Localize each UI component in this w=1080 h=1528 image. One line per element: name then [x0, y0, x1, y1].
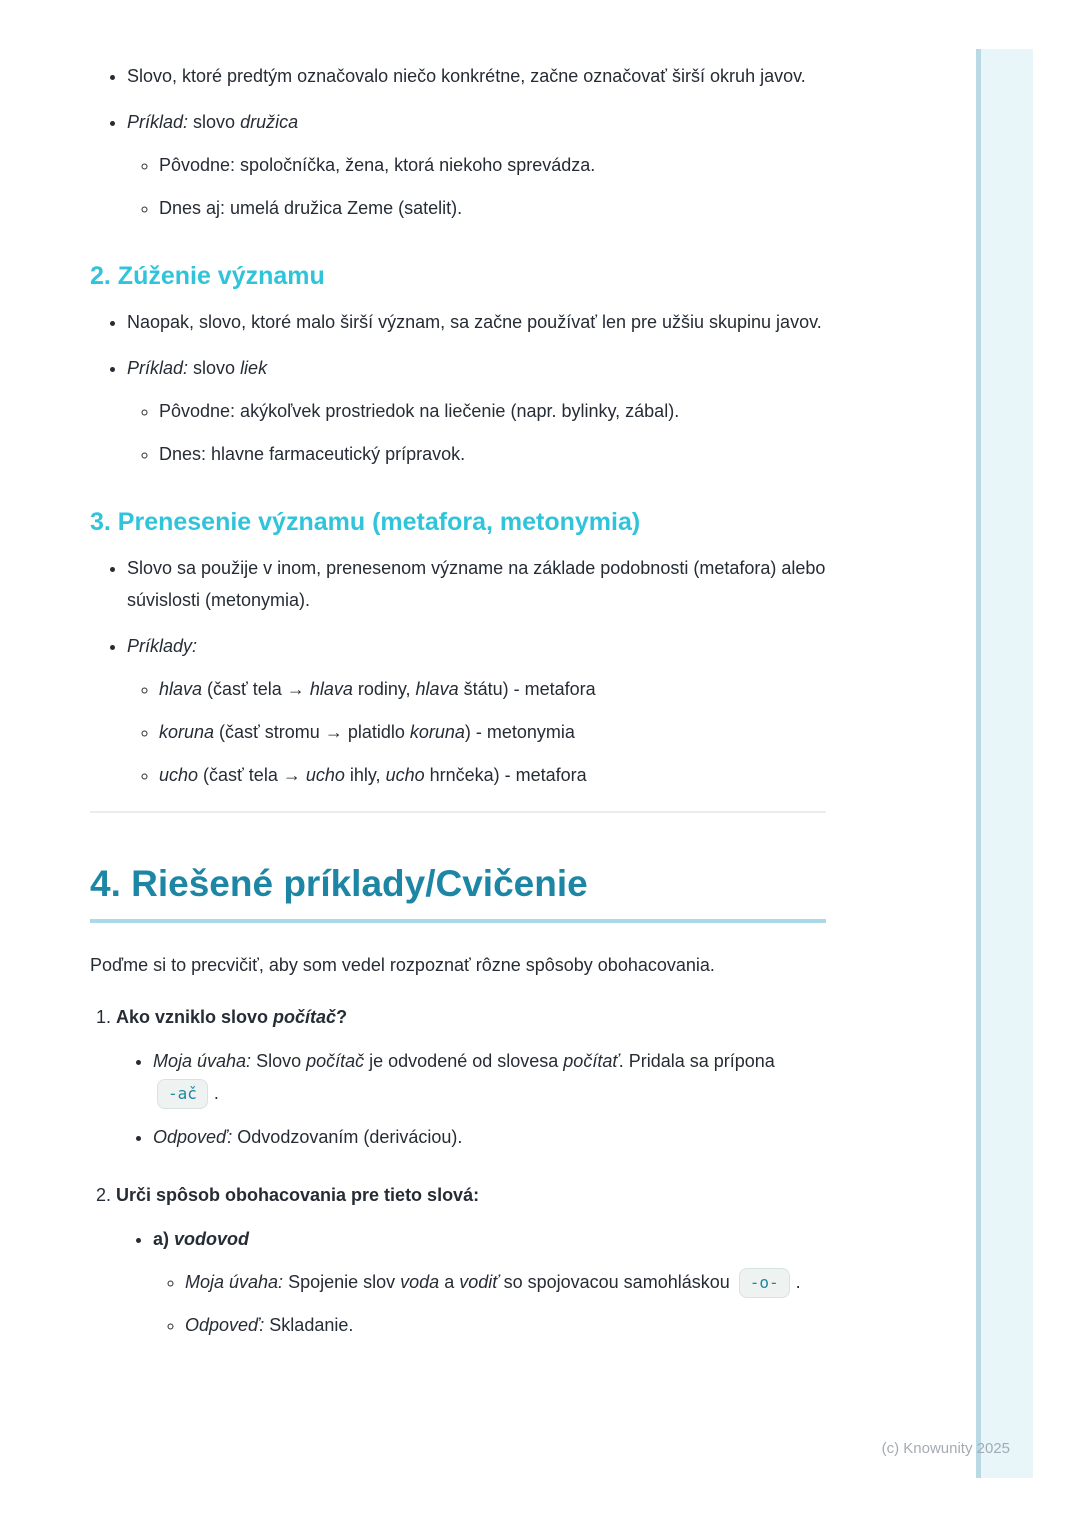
sub-bullet-item: ◦ koruna (časť stromu → platidlo koruna) - metonymia [159, 716, 826, 748]
section-heading-3: 3. Prenesenie významu (metafora, metonymia) [90, 508, 641, 536]
intro-bullet-list [90, 60, 826, 224]
answer-bullet-item: • Moja úvaha: Slovo počítač je odvodené od slovesa počítať. Pridala sa prípona -ač . [153, 1045, 826, 1109]
sub-bullet-item: ◦ Pôvodne: spoločníčka, žena, ktorá niekoho sprevádza. [159, 149, 826, 181]
sub-bullet-item: ◦ ucho (časť tela → ucho ihly, ucho hrnčeka) - metafora [159, 759, 826, 791]
bullet-text: • Príklad: slovo liek [127, 358, 268, 378]
exercise-answer-list [116, 1223, 826, 1341]
sub-answer-item: ◦ Moja úvaha: Spojenie slov voda a vodiť so spojovacou samohláskou -o- . [185, 1266, 826, 1298]
document-content [90, 46, 826, 1367]
bullet-item: • Slovo, ktoré predtým označovalo niečo konkrétne, začne označovať širší okruh javov. [127, 60, 826, 92]
exercise-list [90, 1001, 826, 1341]
section-heading-4: 4. Riešené príklady/Cvičenie [90, 861, 826, 923]
exercise-item-2 [116, 1179, 826, 1341]
sub-bullet-item: ◦ Pôvodne: akýkoľvek prostriedok na liečenie (napr. bylinky, zábal). [159, 395, 826, 427]
section-divider [90, 811, 826, 813]
answer-label: • a) vodovod [153, 1229, 250, 1249]
bullet-item [127, 352, 826, 470]
answer-sub-list [153, 1266, 826, 1341]
section-3-bullet-list [90, 552, 826, 791]
exercise-question: 2. Urči spôsob obohacovania pre tieto slová: [116, 1185, 480, 1205]
sub-bullet-list [127, 673, 826, 791]
sub-bullet-list [127, 395, 826, 470]
exercise-list-wrap [90, 1001, 826, 1341]
sub-bullet-list [127, 149, 826, 224]
exercise-question: 1. Ako vzniklo slovo počítač? [116, 1007, 348, 1027]
bullet-text: • Príklad: slovo družica [127, 112, 299, 132]
exercise-intro-text: Poďme si to precvičiť, aby som vedel rozpoznať rôzne spôsoby obohacovania. [90, 955, 715, 975]
bullet-item [127, 630, 826, 791]
bullet-text: • Príklady: [127, 636, 198, 656]
bullet-item [127, 106, 826, 224]
bullet-item: • Naopak, slovo, ktoré malo širší význam, sa začne používať len pre užšiu skupinu javov. [127, 306, 826, 338]
answer-bullet-item [153, 1223, 826, 1341]
bullet-item: • Slovo sa použije v inom, prenesenom význame na základe podobnosti (metafora) alebo súvislosti (metonymia). [127, 552, 826, 616]
answer-bullet-item: • Odpoveď: Odvodzovaním (deriváciou). [153, 1121, 826, 1153]
exercise-answer-list [116, 1045, 826, 1153]
exercise-item-1 [116, 1001, 826, 1153]
sub-bullet-item: ◦ Dnes: hlavne farmaceutický prípravok. [159, 438, 826, 470]
sub-answer-item: ◦ Odpoveď: Skladanie. [185, 1309, 826, 1341]
sub-bullet-item: ◦ Dnes aj: umelá družica Zeme (satelit). [159, 192, 826, 224]
section-heading-2: 2. Zúženie významu [90, 262, 325, 290]
section-2-bullet-list [90, 306, 826, 470]
copyright-text: (c) Knowunity 2025 [881, 1440, 1010, 1457]
sub-bullet-item: ◦ hlava (časť tela → hlava rodiny, hlava štátu) - metafora [159, 673, 826, 705]
page-edge-bar [976, 49, 1033, 1478]
